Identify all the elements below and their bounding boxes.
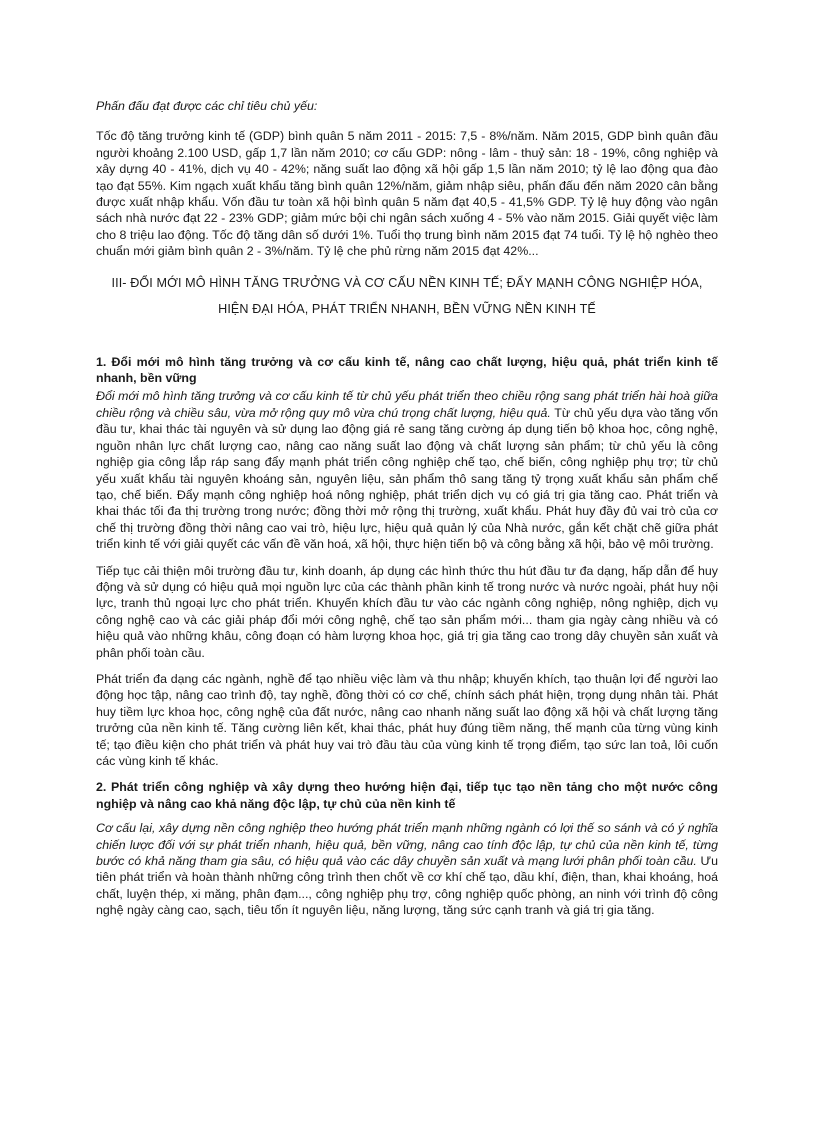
subsection-2-heading: 2. Phát triển công nghiệp và xây dựng theo hướng hiện đại, tiếp tục tạo nền tảng cho một nước công nghiệp và nâng cao khả năng độc lập, tự chủ của nền kinh tế xyxy=(96,780,718,811)
subsection-1-heading: 1. Đổi mới mô hình tăng trưởng và cơ cấu kinh tế, nâng cao chất lượng, hiệu quả, phát triển kinh tế nhanh, bền vững xyxy=(96,354,718,386)
subsection-1-paragraph-1-italic: Đổi mới mô hình tăng trưởng và cơ cấu kinh tế từ chủ yếu phát triển theo chiều rộng sang phát triển hài hoà giữa chiều rộng và chiều sâu, vừa mở rộng quy mô vừa chú trọng chất lượng, hiệu quả. xyxy=(96,389,718,420)
subsection-1-paragraph-3: Phát triển đa dạng các ngành, nghề để tạo nhiều việc làm và thu nhập; khuyến khích, tạo thuận lợi để người lao động học tập, nâng cao trình độ, tay nghề, đồng thời có cơ chế, chính sách phát hiện, trọng dụng nhân tài. Phát huy tiềm lực khoa học, công nghệ của đất nước, nâng cao nhanh năng suất lao động xã hội và chất lượng tăng trưởng của nền kinh tế. Tăng cường liên kết, khai thác, phát huy đúng tiềm năng, thế mạnh của từng vùng kinh tế; tạo điều kiện cho phát triển và phát huy vai trò đầu tàu của vùng kinh tế trọng điểm, tạo sức lan toả, lôi cuốn các vùng kinh tế khác. xyxy=(96,671,718,768)
intro-line: Phấn đấu đạt được các chỉ tiêu chủ yếu: xyxy=(96,99,318,113)
subsection-1-paragraph-2: Tiếp tục cải thiện môi trường đầu tư, kinh doanh, áp dụng các hình thức thu hút đầu tư đa dạng, hấp dẫn để huy động và sử dụng có hiệu quả mọi nguồn lực của các thành phần kinh tế trong nước và nước ngoài, phát huy nội lực, tranh thủ ngoại lực cho phát triển. Khuyến khích đầu tư vào các ngành công nghiệp, nông nghiệp, dịch vụ công nghệ cao và các giải pháp đổi mới công nghệ, chế tạo sản phẩm mới... tham gia ngày càng nhiều và có hiệu quả vào những khâu, công đoạn có hàm lượng khoa học, giá trị gia tăng cao trong dây chuyền sản xuất và phân phối toàn cầu. xyxy=(96,563,718,660)
document-page xyxy=(96,98,718,929)
subsection-2-paragraph-1-italic: Cơ cấu lại, xây dựng nền công nghiệp theo hướng phát triển mạnh những ngành có lợi thế so sánh và có ý nghĩa chiến lược đối với sự phát triển nhanh, hiệu quả, bền vững, nâng cao tính độc lập, tự chủ của nền kinh tế, từng bước có khả năng tham gia sâu, có hiệu quả vào các dây chuyền sản xuất và mạng lưới phân phối toàn cầu. xyxy=(96,821,718,869)
subsection-2-paragraph-1 xyxy=(96,820,718,918)
targets-paragraph: Tốc độ tăng trưởng kinh tế (GDP) bình quân 5 năm 2011 - 2015: 7,5 - 8%/năm. Năm 2015, GDP bình quân đầu người khoảng 2.100 USD, gấp 1,7 lần năm 2010; cơ cấu GDP: nông - lâm - thuỷ sản: 18 - 19%, công nghiệp và xây dựng 40 - 41%, dịch vụ 40 - 42%; năng suất lao động xã hội gấp 1,5 lần năm 2010; tỷ lệ lao động qua đào tạo đạt 55%. Kim ngạch xuất khẩu tăng bình quân 12%/năm, giảm nhập siêu, phấn đấu đến năm 2020 cân bằng được xuất nhập khẩu. Vốn đầu tư toàn xã hội bình quân 5 năm đạt 40,5 - 41,5% GDP. Tỷ lệ huy động vào ngân sách nhà nước đạt 22 - 23% GDP; giảm mức bội chi ngân sách xuống 4 - 5% vào năm 2015. Giải quyết việc làm cho 8 triệu lao động. Tốc độ tăng dân số dưới 1%. Tuổi thọ trung bình năm 2015 đạt 74 tuổi. Tỷ lệ hộ nghèo theo chuẩn mới giảm bình quân 2 - 3%/năm. Tỷ lệ che phủ rừng năm 2015 đạt 42%... xyxy=(96,129,718,259)
section-3-heading-line-1: III- ĐỔI MỚI MÔ HÌNH TĂNG TRƯỞNG VÀ CƠ CẤU NỀN KINH TẾ; ĐẨY MẠNH CÔNG NGHIỆP HÓA, xyxy=(111,275,703,290)
subsection-1-paragraph-1 xyxy=(96,388,718,552)
subsection-1-paragraph-1-rest: Từ chủ yếu dựa vào tăng vốn đầu tư, khai thác tài nguyên và sử dụng lao động giá rẻ sang tăng cường áp dụng tiến bộ khoa học, công nghệ, nguồn nhân lực chất lượng cao, nâng cao năng suất lao động và chất lượng sản phẩm; từ chủ yếu là công nghiệp gia công lắp ráp sang đẩy mạnh phát triển công nghiệp chế tạo, chế biến, công nghiệp phụ trợ; từ chủ yếu xuất khẩu tài nguyên khoáng sản, nguyên liệu, sản phẩm thô sang tăng tỷ trọng xuất khẩu sản phẩm chế tạo, chế biến. Đẩy mạnh công nghiệp hoá nông nghiệp, phát triển dịch vụ có giá trị gia tăng cao. Phát triển và khai thác tối đa thị trường trong nước; đồng thời mở rộng thị trường, xuất khẩu. Phát huy đầy đủ vai trò của cơ chế thị trường đồng thời nâng cao vai trò, hiệu lực, hiệu quả quản lý của Nhà nước, gắn kết chặt chẽ giữa phát triển kinh tế với giải quyết các vấn đề văn hoá, xã hội, thực hiện tiến bộ và công bằng xã hội, bảo vệ môi trường. xyxy=(96,405,719,552)
section-3-heading-line-2: HIỆN ĐẠI HÓA, PHÁT TRIỂN NHANH, BỀN VỮNG NỀN KINH TẾ xyxy=(218,301,596,316)
section-3-heading xyxy=(96,270,718,322)
subsection-2-paragraph-1-rest: Ưu tiên phát triển và hoàn thành những công trình then chốt về cơ khí chế tạo, dầu khí, điện, than, khai khoáng, hoá chất, luyện thép, xi măng, phân đạm..., công nghiệp phụ trợ, công nghiệp quốc phòng, an ninh với trình độ công nghệ ngày càng cao, sạch, tiêu tốn ít nguyên liệu, năng lượng, tăng sức cạnh tranh và giá trị gia tăng. xyxy=(96,854,719,918)
